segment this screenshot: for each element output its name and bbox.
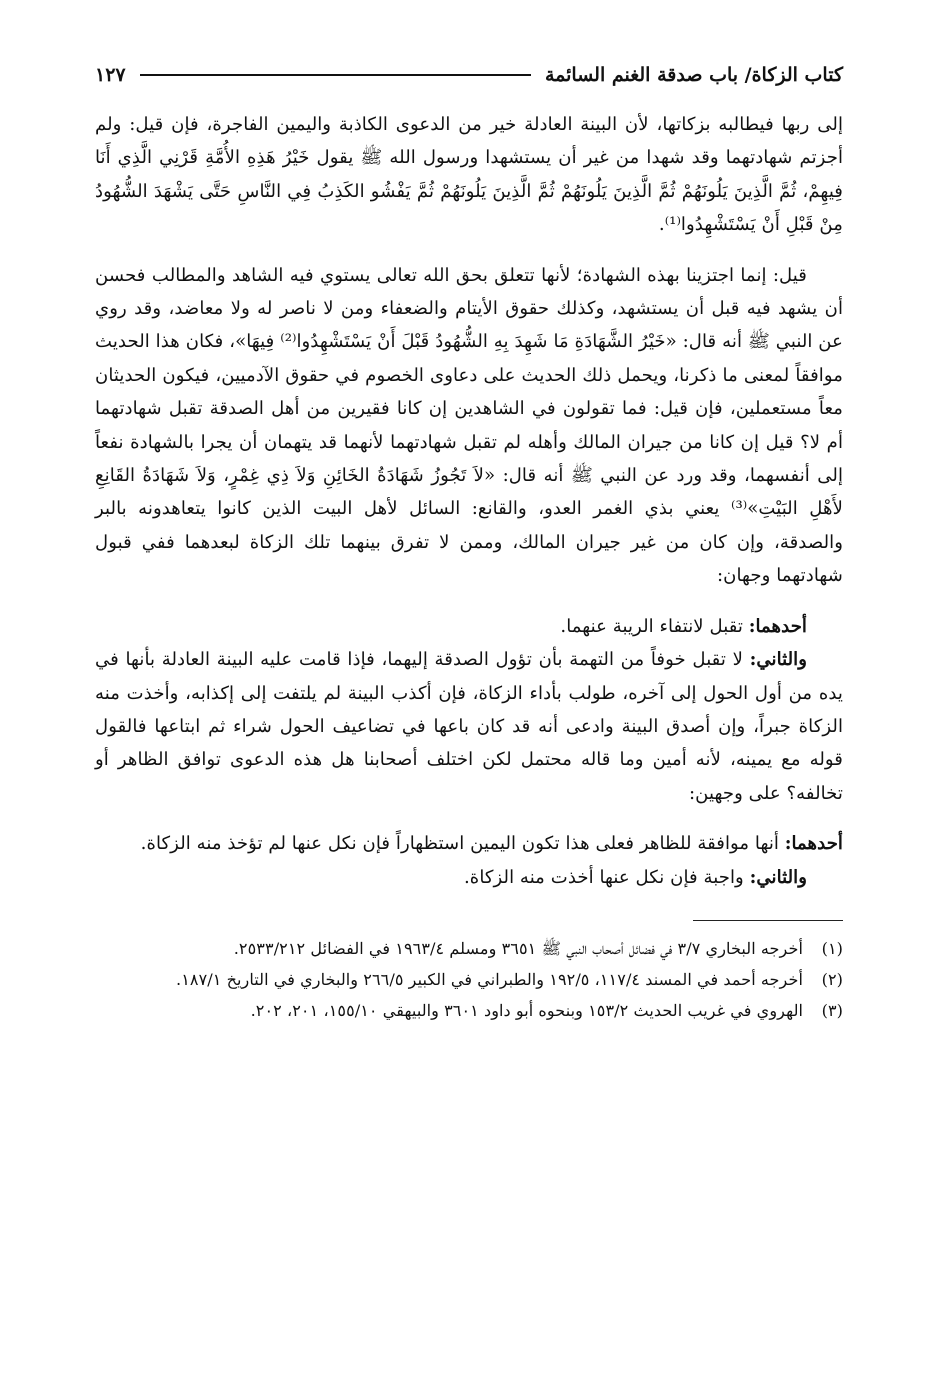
footnote-number: (٢) xyxy=(821,969,843,989)
paragraph: إلى ربها فيطالبه بزكاتها، لأن البينة العادلة خير من الدعوى الكاذبة واليمين الفاجرة، فإن قيل: ولم أجزتم شهادتهما وقد شهدا من غير أن يستشهدا ورسول الله ﷺ يقول خَيْرُ هَذِهِ الأُمَّةِ قَرْنِي الَّذِي أَنَا فِيهِمْ، ثُمَّ الَّذِينَ يَلُونَهُمْ ثُمَّ الَّذِينَ يَلُونَهُمْ ثُمَّ الَّذِينَ يَلُونَهُمْ ثُمَّ يَفْشُو الكَذِبُ فِي النَّاسِ حَتَّى يَشْهَدَ الشُّهُودُ مِنْ قَبْلِ أَنْ يَسْتَشْهِدُوا⁽¹⁾. xyxy=(95,114,843,236)
document-page xyxy=(95,58,843,1026)
opinion-lead: أحدهما: xyxy=(748,615,807,637)
footnote-item xyxy=(95,964,843,995)
footnote-number: (١) xyxy=(821,938,843,958)
footnote-item xyxy=(95,995,843,1026)
page-number: ١٢٧ xyxy=(95,64,126,86)
page-header xyxy=(95,58,843,92)
opinion-lead: أحدهما: xyxy=(784,833,843,855)
footnotes xyxy=(95,933,843,1026)
opinion-second xyxy=(95,643,843,810)
body-text xyxy=(95,108,843,894)
footnote-text: أخرجه أحمد في المسند ١١٧/٤، ١٩٢/٥ والطبراني في الكبير ٢٦٦/٥ والبخاري في التاريخ ١٨٧/١. xyxy=(176,969,803,989)
footnote-divider xyxy=(693,920,843,921)
opinion-text: تقبل لانتفاء الريبة عنهما. xyxy=(560,615,743,637)
running-title: كتاب الزكاة/ باب صدقة الغنم السائمة xyxy=(544,64,843,86)
opinion-text: واجبة فإن نكل عنها أخذت منه الزكاة. xyxy=(464,866,744,888)
opinion-first xyxy=(95,827,843,860)
opinion-lead: والثاني: xyxy=(749,866,807,888)
opinion-text: أنها موافقة للظاهر فعلى هذا تكون اليمين استظهاراً فإن نكل عنها لم تؤخذ منه الزكاة. xyxy=(140,833,779,855)
footnote-item xyxy=(95,933,843,964)
header-rule xyxy=(140,74,531,76)
footnote-text: الهروي في غريب الحديث ١٥٣/٢ وبنحوه أبو داود ٣٦٠١ والبيهقي ١٥٥/١٠، ٢٠١، ٢٠٢. xyxy=(250,1000,803,1020)
opinion-second xyxy=(95,861,843,894)
opinion-text: لا تقبل خوفاً من التهمة بأن تؤول الصدقة إليهما، فإذا قامت عليه البينة العادلة بأنها في يده من أول الحول إلى آخره، طولب بأداء الزكاة، فإن أكذب البينة لم يلتفت إلى إكذابه، وأخذت منه الزكاة جبراً، وإن أصدق البينة وادعى أنه قد كان باعها في تضاعيف الحول شراء ثم ابتاعها فالقول قوله مع يمينه، لأنه أمين وما قاله محتمل لكن اختلف أصحابنا هل هذه الدعوى توافق الظاهر أو تخالفه؟ على وجهين: xyxy=(95,649,843,804)
paragraph: قيل: إنما اجتزينا بهذه الشهادة؛ لأنها تتعلق بحق الله تعالى يستوي فيه الشاهد والمطالب فحسن أن يشهد فيه قبل أن يستشهد، وكذلك حقوق الأيتام والضعفاء ومن لا ناصر له ولا معاضد، وقد روي عن النبي ﷺ أنه قال: «خَيْرُ الشَّهَادَةِ مَا شَهِدَ بِهِ الشُّهُودُ قَبْلَ أَنْ يَسْتَشْهِدُوا⁽²⁾ فِيهَا»، فكان هذا الحديث موافقاً لمعنى ما ذكرنا، ويحمل ذلك الحديث على دعاوى الخصوم في حقوق الآدميين، فيكون الحديثان معاً مستعملين، فإن قيل: فما تقولون في الشاهدين إن كانا فقيرين من أهل الصدقة تقبل شهادتهما أم لا؟ قيل إن كانا من جيران المالك وأهله لم تقبل شهادتهما لأنهما قد يتهمان أن يجرا بالشهادة نفعاً إلى أنفسهما، وقد ورد عن النبي ﷺ أنه قال: «لاَ تَجُوزُ شَهَادَةُ الخَائِنِ وَلاَ ذِي غِمْرٍ، وَلاَ شَهَادَةُ القَانِعِ لأَهْلِ البَيْتِ»⁽³⁾ يعني بذي الغمر العدو، والقانع: السائل لأهل البيت الذين كانوا يتعاهدونه بالبر والصدقة، وإن كان من غير جيران المالك، وممن لا تفرق بينهما تلك الزكاة لبعدهما ففي قبول شهادتهما وجهان: xyxy=(95,264,844,587)
opinion-lead: والثاني: xyxy=(749,649,807,671)
footnote-text: أخرجه البخاري ٣/٧ في فضائل أصحاب النبي ﷺ ٣٦٥١ ومسلم ١٩٦٣/٤ في الفضائل ٢٥٣٣/٢١٢. xyxy=(233,938,803,958)
footnote-number: (٣) xyxy=(821,1000,843,1020)
opinion-first xyxy=(95,610,843,643)
